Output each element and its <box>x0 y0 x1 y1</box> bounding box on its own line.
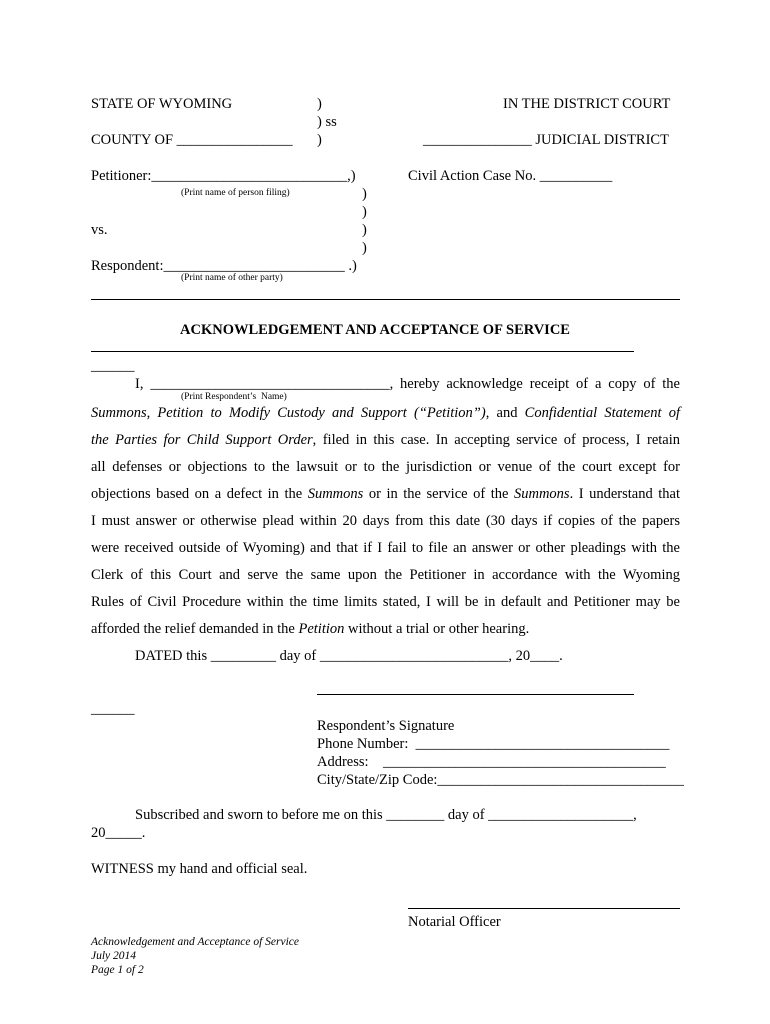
caption-paren: ) <box>362 186 367 202</box>
print-name-hint: (Print Respondent’s Name) <box>181 392 287 402</box>
title-rule <box>91 351 634 352</box>
notary-rule <box>408 908 680 909</box>
signature-label: Respondent’s Signature <box>317 718 455 734</box>
caption-paren: ) <box>317 132 322 148</box>
sworn-year: 20_____. <box>91 825 146 841</box>
respondent-hint: (Print name of other party) <box>181 273 283 283</box>
caption-ss: ) ss <box>317 114 337 130</box>
city-state-zip-field: City/State/Zip Code:__________________________________ <box>317 772 684 788</box>
sworn-line: Subscribed and sworn to before me on this ________ day of ____________________, <box>135 807 637 823</box>
body-line-8: Clerk of this Court and serve the same upon the Petitioner in accordance with the Wyoming <box>91 567 680 583</box>
short-rule: ______ <box>91 358 135 374</box>
caption-paren: ) <box>362 240 367 256</box>
phone-field: Phone Number: ___________________________________ <box>317 736 670 752</box>
body-line-9: Rules of Civil Procedure within the time limits stated, I will be in default and Petitioner may be <box>91 594 680 610</box>
short-rule: ______ <box>91 701 135 717</box>
judicial-district-field: _______________ JUDICIAL DISTRICT <box>423 132 669 148</box>
body-line-1: I, _________________________________, hereby acknowledge receipt of a copy of the <box>135 376 680 392</box>
petitioner-hint: (Print name of person filing) <box>181 188 290 198</box>
body-line-3: the Parties for Child Support Order, filed in this case. In accepting service of process, I retain <box>91 432 680 448</box>
petitioner-field: Petitioner:___________________________,) <box>91 168 356 184</box>
state-label: STATE OF WYOMING <box>91 96 233 112</box>
caption-paren: ) <box>362 222 367 238</box>
caption-divider <box>91 299 680 300</box>
caption-paren: ) <box>362 204 367 220</box>
address-field: Address: _______________________________________ <box>317 754 666 770</box>
footer-page: Page 1 of 2 <box>91 964 144 976</box>
caption-paren: ) <box>317 96 322 112</box>
case-number-field: Civil Action Case No. __________ <box>408 168 613 184</box>
body-line-5: objections based on a defect in the Summons or in the service of the Summons. I understand that <box>91 486 680 502</box>
witness-line: WITNESS my hand and official seal. <box>91 861 308 877</box>
footer-title: Acknowledgement and Acceptance of Service <box>91 936 299 948</box>
body-line-4: all defenses or objections to the lawsuit or to the jurisdiction or venue of the court except for <box>91 459 680 475</box>
versus-label: vs. <box>91 222 108 238</box>
notary-label: Notarial Officer <box>408 914 501 930</box>
respondent-field: Respondent:_________________________ .) <box>91 258 357 274</box>
body-line-2: Summons, Petition to Modify Custody and Support (“Petition”), and Confidential Statement of <box>91 405 680 421</box>
footer-date: July 2014 <box>91 950 137 962</box>
county-field: COUNTY OF ________________ <box>91 132 293 148</box>
body-line-6: I must answer or otherwise plead within 20 days from this date (30 days if copies of the papers <box>91 513 680 529</box>
signature-rule <box>317 694 634 695</box>
body-line-10: afforded the relief demanded in the Petition without a trial or other hearing. <box>91 621 530 637</box>
dated-line: DATED this _________ day of __________________________, 20____. <box>135 648 563 664</box>
body-line-7: were received outside of Wyoming) and that if I fail to file an answer or other pleadings with the <box>91 540 680 556</box>
court-name: IN THE DISTRICT COURT <box>503 96 671 112</box>
document-title: ACKNOWLEDGEMENT AND ACCEPTANCE OF SERVICE <box>180 322 570 338</box>
